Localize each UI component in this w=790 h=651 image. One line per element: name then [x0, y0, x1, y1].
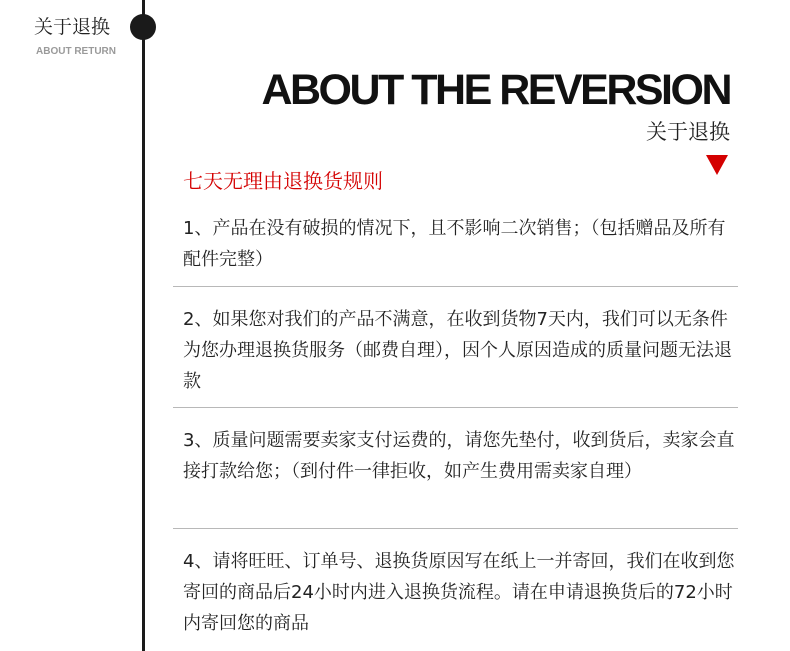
page-title: ABOUT THE REVERSION [261, 66, 730, 114]
page-subtitle: 关于退换 [646, 120, 730, 144]
rule-item-3: 3、质量问题需要卖家支付运费的，请您先垫付，收到货后，卖家会直接打款给您；（到付件一律拒收，如产生费用需卖家自理） [183, 430, 735, 482]
rule-item-4: 4、请将旺旺、订单号、退换货原因写在纸上一并寄回，我们在收到您寄回的商品后24小时内进入退换货流程。请在申请退换货后的72小时内寄回您的商品 [183, 551, 735, 634]
rule-divider [173, 407, 738, 408]
sidebar-subtitle: ABOUT RETURN [36, 46, 116, 57]
timeline-dot-icon [130, 14, 156, 40]
timeline-line [142, 0, 145, 651]
rule-divider [173, 528, 738, 529]
sidebar-title: 关于退换 [34, 16, 111, 38]
triangle-down-icon [706, 155, 728, 175]
rule-item-1: 1、产品在没有破损的情况下，且不影响二次销售；（包括赠品及所有配件完整） [183, 218, 726, 270]
rule-item-2: 2、如果您对我们的产品不满意，在收到货物7天内，我们可以无条件为您办理退换货服务（邮费自理），因个人原因造成的质量问题无法退款 [183, 309, 732, 392]
rule-divider [173, 286, 738, 287]
rules-heading: 七天无理由退换货规则 [183, 169, 383, 193]
